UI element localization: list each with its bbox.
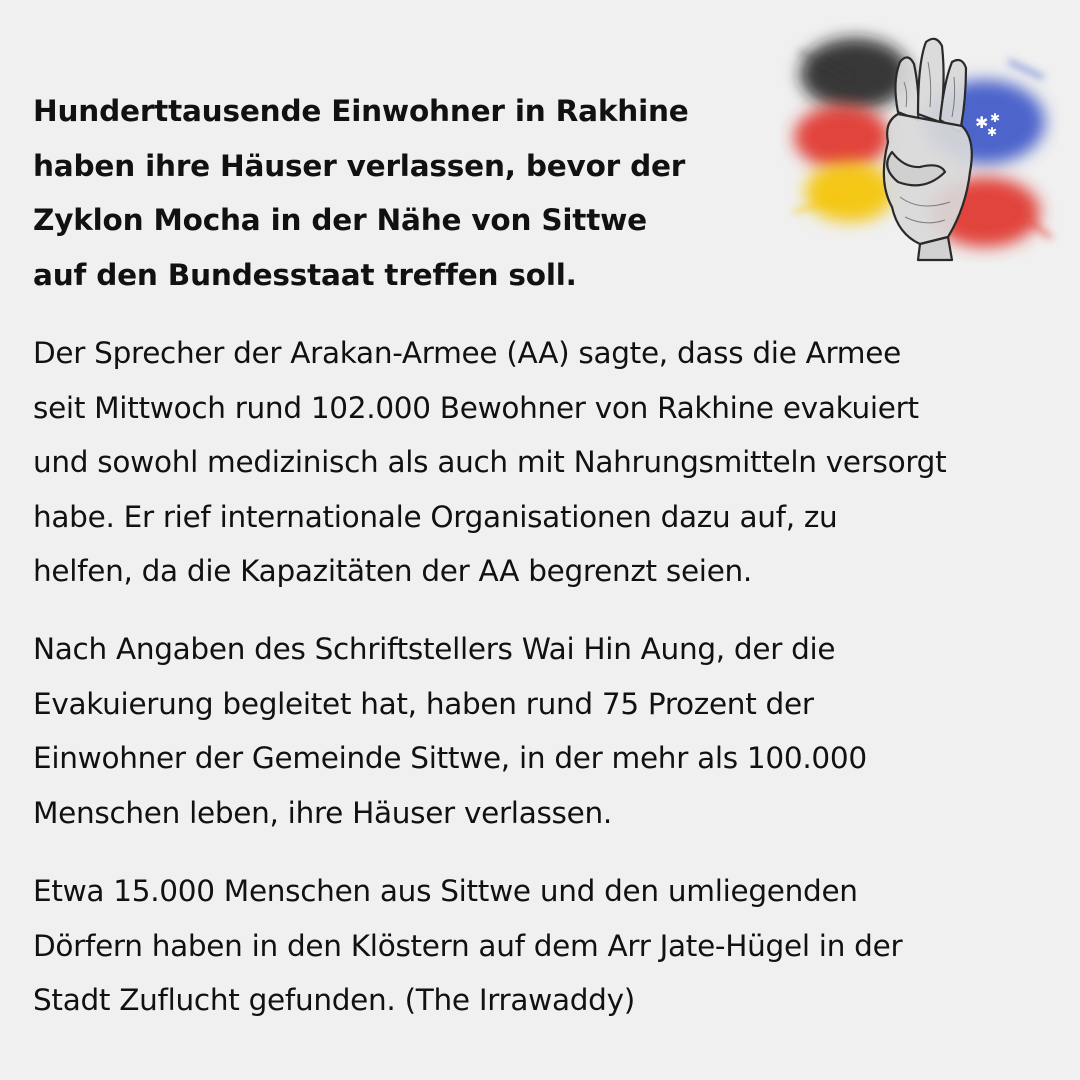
headline-line: Zyklon Mocha in der Nähe von Sittwe xyxy=(33,203,647,238)
paragraph-line: Stadt Zuflucht gefunden. (The Irrawaddy) xyxy=(33,983,635,1018)
headline-line: auf den Bundesstaat treffen soll. xyxy=(33,258,577,293)
paragraph-3 xyxy=(33,864,1063,1028)
paragraph-line: Evakuierung begleitet hat, haben rund 75 Prozent der xyxy=(33,686,814,721)
paragraph-line: habe. Er rief internationale Organisationen dazu auf, zu xyxy=(33,499,838,534)
headline-line: Hunderttausende Einwohner in Rakhine xyxy=(33,94,689,128)
paragraph-line: und sowohl medizinisch als auch mit Nahrungsmitteln versorgt xyxy=(33,445,947,480)
paragraph-line: seit Mittwoch rund 102.000 Bewohner von Rakhine evakuiert xyxy=(33,390,919,425)
paragraph-line: helfen, da die Kapazitäten der AA begrenzt seien. xyxy=(33,554,753,589)
red-splash-left xyxy=(794,105,890,169)
svg-text:✱: ✱ xyxy=(975,113,989,132)
paragraph-1 xyxy=(33,326,1063,599)
headline-line: haben ihre Häuser verlassen, bevor der xyxy=(33,148,686,183)
paragraph-line: Einwohner der Gemeinde Sittwe, in der mehr als 100.000 xyxy=(33,741,867,776)
black-splash xyxy=(800,38,910,110)
svg-text:✱: ✱ xyxy=(987,125,998,139)
paragraph-2 xyxy=(33,622,1063,840)
paragraph-line: Menschen leben, ihre Häuser verlassen. xyxy=(33,795,612,830)
svg-text:✱: ✱ xyxy=(990,111,1001,125)
three-finger-salute-icon xyxy=(780,22,1060,262)
headline xyxy=(33,84,773,303)
gold-splash xyxy=(805,162,895,222)
paragraph-line: Dörfern haben in den Klöstern auf dem Arr Jate-Hügel in der xyxy=(33,928,903,963)
paragraph-line: Der Sprecher der Arakan-Armee (AA) sagte, dass die Armee xyxy=(33,336,901,370)
paragraph-line: Nach Angaben des Schriftstellers Wai Hin Aung, der die xyxy=(33,632,836,666)
paragraph-line: Etwa 15.000 Menschen aus Sittwe und den umliegenden xyxy=(33,874,858,908)
